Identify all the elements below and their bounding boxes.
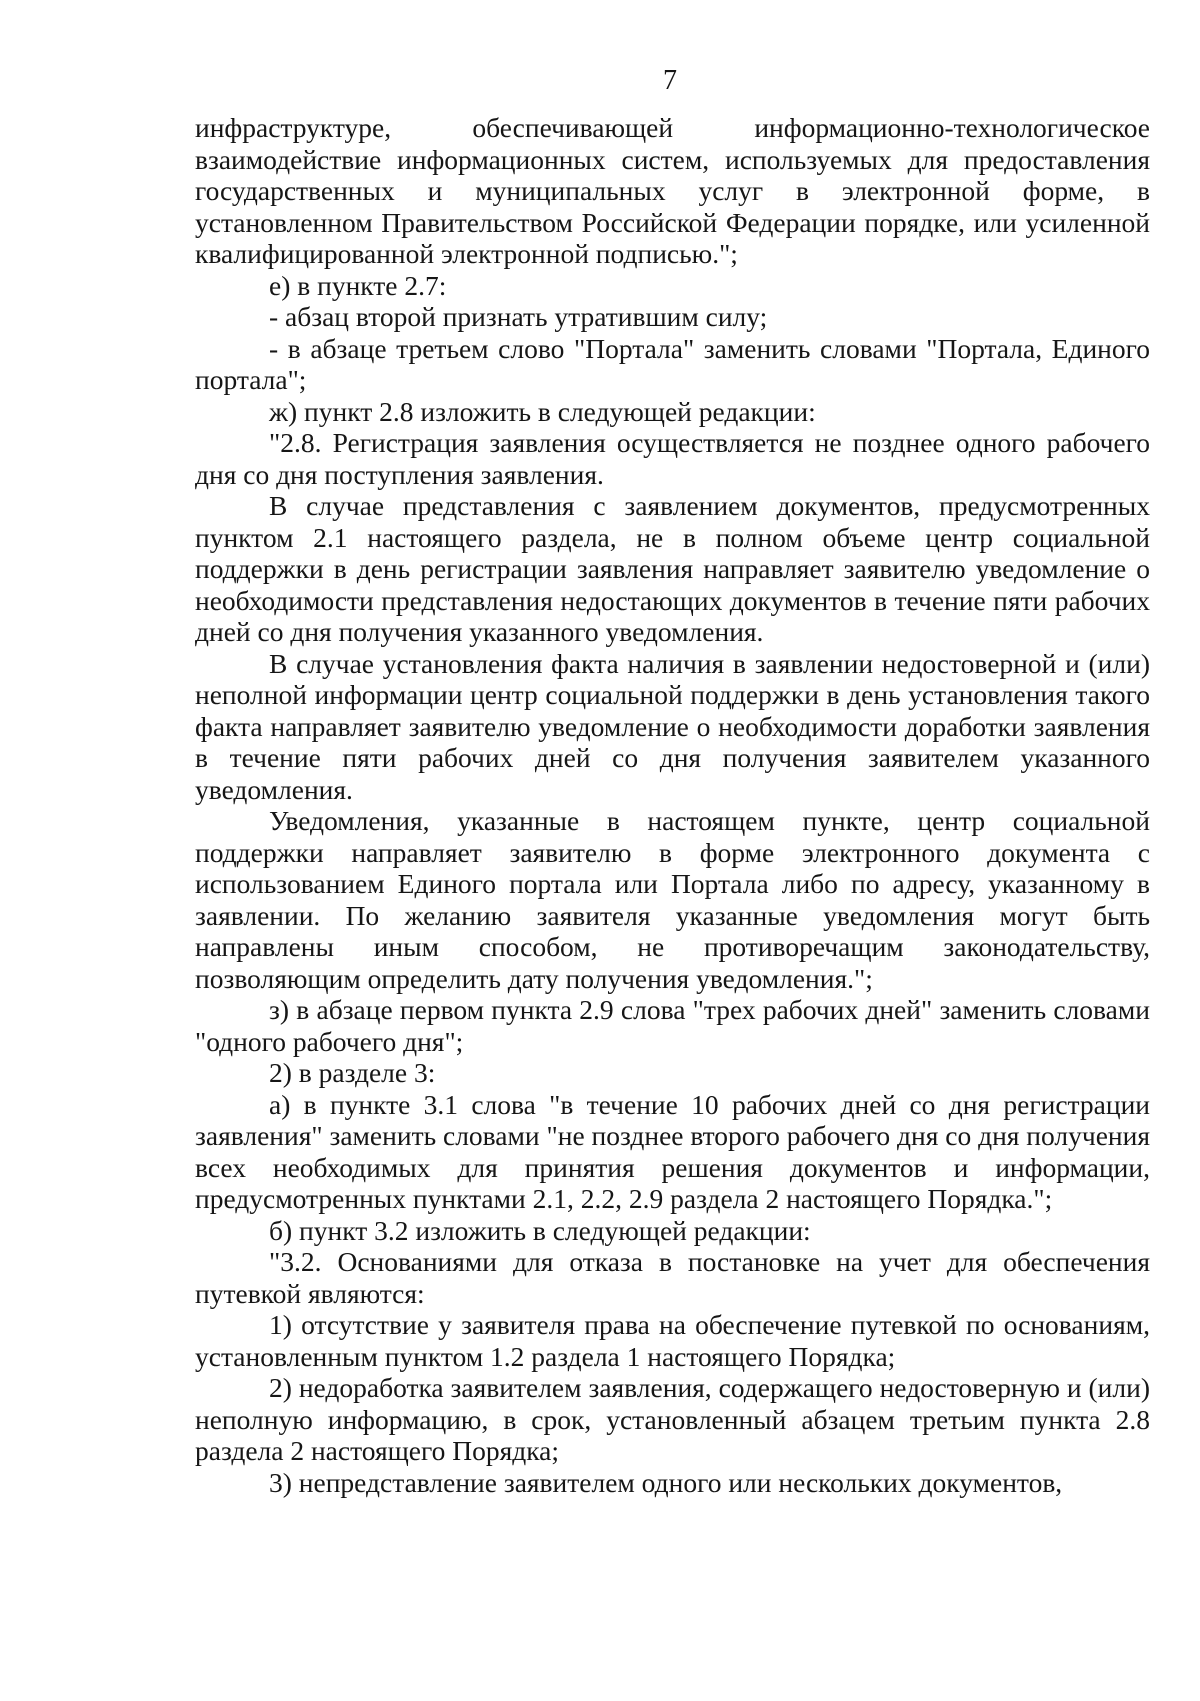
paragraph: инфраструктуре, обеспечивающей информационно-технологическое взаимодействие информационных систем, используемых для предоставления государственных и муниципальных услуг в электронной форме, в установленном Правительством Российской Федерации порядке, или усиленной квалифицированной электронной подписью."; (195, 112, 1150, 269)
paragraph: з) в абзаце первом пункта 2.9 слова "трех рабочих дней" заменить словами "одного рабочего дня"; (195, 994, 1150, 1057)
paragraph: В случае установления факта наличия в заявлении недостоверной и (или) неполной информации центр социальной поддержки в день установления такого факта направляет заявителю уведомление о необходимости доработки заявления в течение пяти рабочих дней со дня получения заявителем указанного уведомления. (195, 647, 1150, 805)
paragraph: 3) непредставление заявителем одного или нескольких документов, (269, 1466, 1063, 1498)
paragraph: б) пункт 3.2 изложить в следующей редакции: (269, 1214, 811, 1246)
paragraph: Уведомления, указанные в настоящем пункте, центр социальной поддержки направляет заявителю в форме электронного документа с использованием Единого портала или Портала либо по адресу, указанному в заявлении. По желанию заявителя указанные уведомления могут быть направлены иным способом, не противоречащим законодательству, позволяющим определить дату получения уведомления."; (195, 805, 1150, 994)
paragraph: "2.8. Регистрация заявления осуществляется не позднее одного рабочего дня со дня поступления заявления. (195, 427, 1150, 490)
page-number: 7 (663, 65, 677, 96)
paragraph: е) в пункте 2.7: (269, 269, 447, 301)
paragraph: 2) недоработка заявителем заявления, содержащего недостоверную и (или) неполную информацию, в срок, установленный абзацем третьим пункта 2.8 раздела 2 настоящего Порядка; (195, 1372, 1150, 1466)
paragraph: 1) отсутствие у заявителя права на обеспечение путевкой по основаниям, установленным пунктом 1.2 раздела 1 настоящего Порядка; (195, 1309, 1150, 1372)
paragraph: - абзац второй признать утратившим силу; (269, 301, 768, 332)
document-body (195, 112, 1150, 1498)
paragraph: В случае представления с заявлением документов, предусмотренных пунктом 2.1 настоящего раздела, не в полном объеме центр социальной поддержки в день регистрации заявления направляет заявителю уведомление о необходимости представления недостающих документов в течение пяти рабочих дней со дня получения указанного уведомления. (195, 490, 1150, 647)
paragraph: 2) в разделе 3: (269, 1057, 436, 1088)
paragraph: а) в пункте 3.1 слова "в течение 10 рабочих дней со дня регистрации заявления" заменить словами "не позднее второго рабочего дня со дня получения всех необходимых для принятия решения документов и информации, предусмотренных пунктами 2.1, 2.2, 2.9 раздела 2 настоящего Порядка."; (195, 1088, 1151, 1214)
paragraph: "3.2. Основаниями для отказа в постановке на учет для обеспечения путевкой являются: (195, 1246, 1150, 1309)
paragraph: ж) пункт 2.8 изложить в следующей редакции: (269, 395, 816, 427)
paragraph: - в абзаце третьем слово "Портала" заменить словами "Портала, Единого портала"; (195, 332, 1150, 395)
